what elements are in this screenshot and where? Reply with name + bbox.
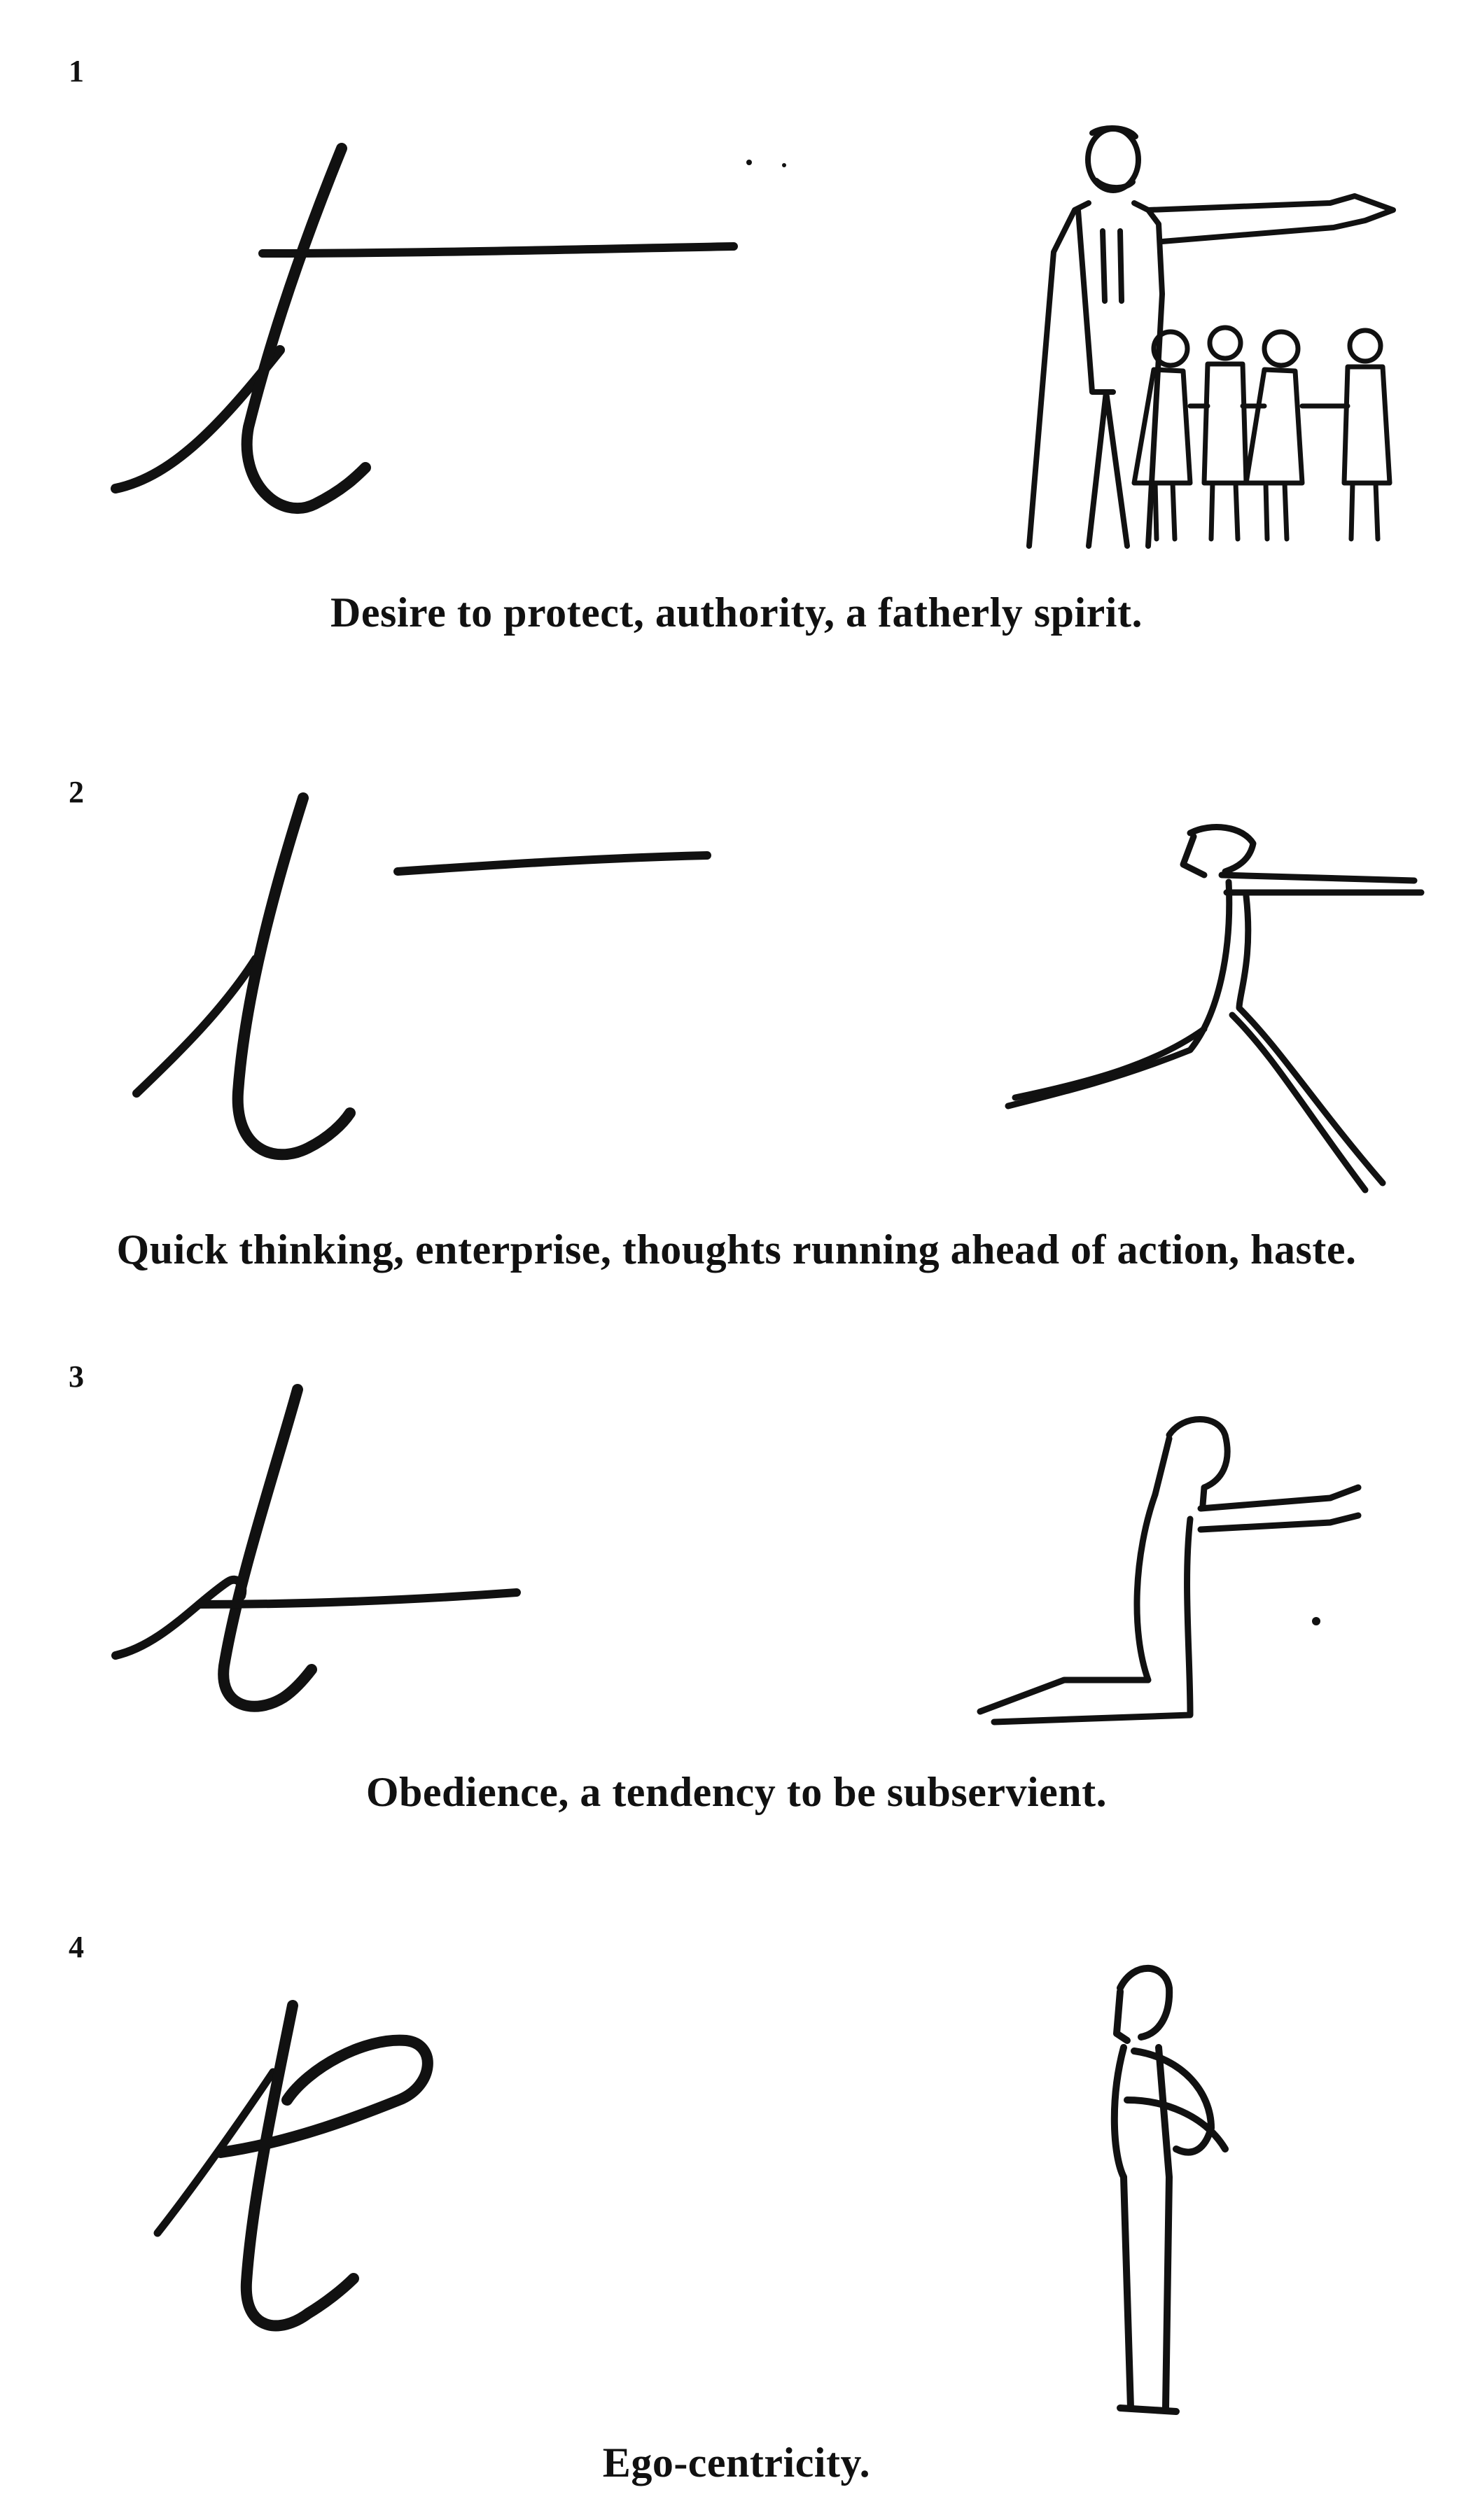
item-caption: Obedience, a tendency to be subservient. <box>365 1769 1108 1815</box>
item-number: 4 <box>69 1930 84 1964</box>
item-number: 3 <box>69 1359 84 1394</box>
item-caption: Ego-centricity. <box>602 2440 871 2486</box>
item-caption: Quick thinking, enterprise, thoughts running ahead of action, haste. <box>116 1226 1357 1273</box>
item-number: 2 <box>69 775 84 809</box>
item-caption: Desire to protect, authority, a fatherly spirit. <box>330 589 1143 636</box>
item-number: 1 <box>69 54 84 88</box>
